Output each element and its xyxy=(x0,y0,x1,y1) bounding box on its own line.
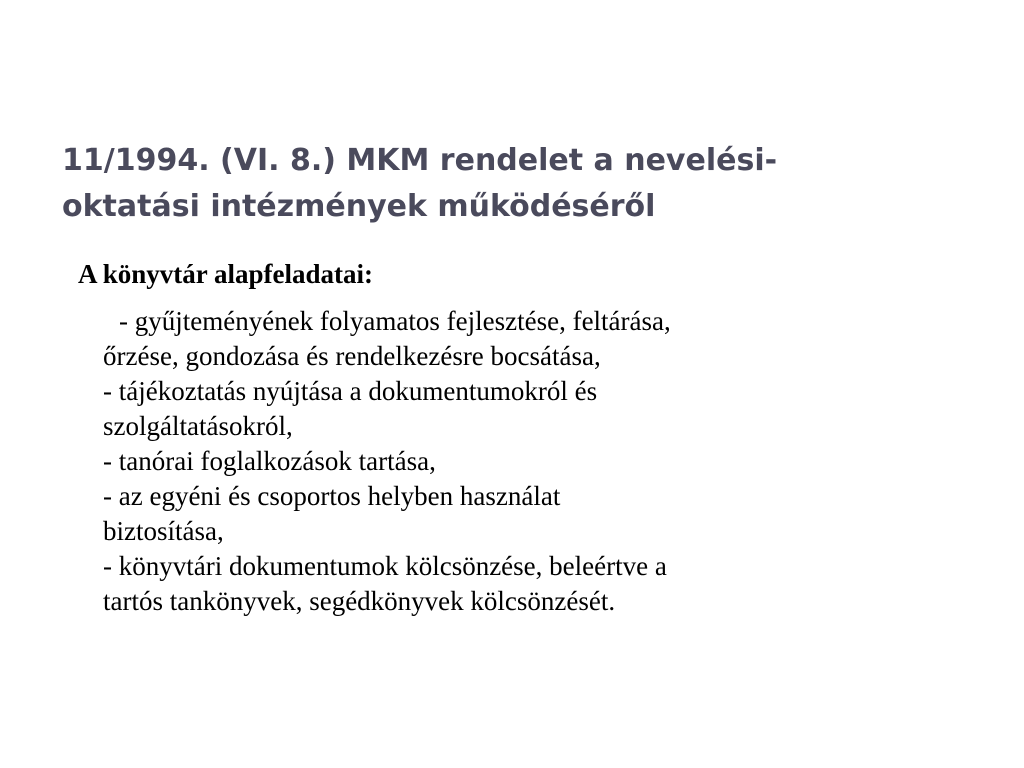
slide-title-line: oktatási intézmények működéséről xyxy=(62,189,656,224)
task-item xyxy=(103,374,1003,444)
task-list xyxy=(103,304,1003,619)
task-text-line: biztosítása, xyxy=(103,516,224,546)
task-text-line: - tájékoztatás nyújtása a dokumentumokról és xyxy=(103,376,598,406)
task-text-line: tartós tankönyvek, segédkönyvek kölcsönzését. xyxy=(103,586,616,616)
task-item xyxy=(103,444,1003,479)
task-text-line: - könyvtári dokumentumok kölcsönzése, beleértve a xyxy=(103,551,667,581)
slide-title-line: 11/1994. (VI. 8.) MKM rendelet a nevelési- xyxy=(62,143,778,178)
task-text-line: szolgáltatásokról, xyxy=(103,411,293,441)
task-text-line: - tanórai foglalkozások tartása, xyxy=(103,446,436,476)
section-heading: A könyvtár alapfeladatai: xyxy=(78,259,374,289)
slide-title xyxy=(62,138,962,230)
task-text-line: - gyűjteményének folyamatos fejlesztése, feltárása, xyxy=(119,306,671,336)
task-item xyxy=(103,304,1003,374)
task-item xyxy=(103,479,1003,549)
task-item xyxy=(103,549,1003,619)
task-text-line: őrzése, gondozása és rendelkezésre bocsátása, xyxy=(103,341,601,371)
task-text-line: - az egyéni és csoportos helyben használat xyxy=(103,481,561,511)
